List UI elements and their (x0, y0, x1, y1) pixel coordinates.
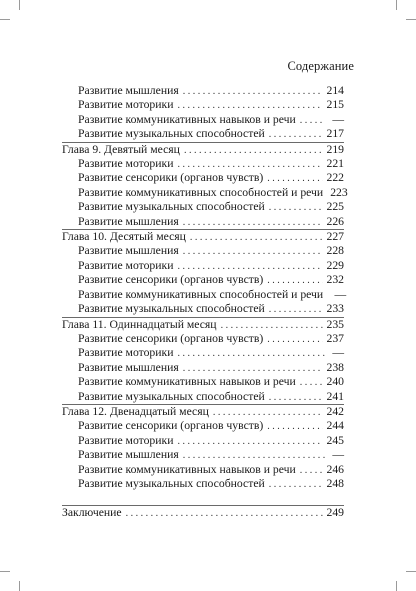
section-entry-title: Развитие сенсорики (органов чувств) (78, 419, 264, 433)
section-entry-page: 217 (326, 127, 344, 141)
section-entry-title: Развитие моторики (78, 157, 174, 171)
section-entry (62, 273, 344, 287)
toc-group (62, 317, 344, 404)
section-entry (62, 361, 344, 375)
section-entry-title: Развитие моторики (78, 258, 174, 272)
section-entry-title: Развитие музыкальных способностей (78, 389, 265, 403)
section-entry-title: Развитие моторики (78, 346, 174, 360)
dot-leader (190, 231, 324, 245)
section-entry-page: 237 (326, 331, 344, 345)
toc-group (62, 404, 344, 491)
section-entry-page: 245 (326, 433, 344, 447)
dot-leader (269, 478, 324, 492)
section-entry-page: 222 (326, 171, 344, 185)
section-entry (62, 84, 344, 98)
section-entry-title: Развитие мышления (78, 244, 179, 258)
section-entry (62, 244, 344, 258)
dot-leader (213, 406, 324, 420)
section-entry-page: 215 (326, 98, 344, 112)
section-entry (62, 302, 344, 316)
dot-leader (269, 303, 324, 317)
section-entry-page: — (332, 346, 344, 360)
section-entry-title: Развитие мышления (78, 84, 179, 97)
toc-group (62, 142, 348, 229)
section-entry (62, 434, 344, 448)
section-entry (62, 375, 344, 389)
chapter-entry (62, 230, 344, 244)
table-of-contents (62, 84, 348, 521)
crop-mark-bottom-left-v (19, 581, 20, 591)
dot-leader (267, 420, 323, 434)
dot-leader (300, 376, 324, 390)
section-entry-page: 225 (326, 200, 344, 214)
section-entry (62, 463, 344, 477)
section-entry-page: 240 (326, 375, 344, 389)
dot-leader (183, 85, 324, 99)
running-head: Содержание (287, 59, 354, 73)
section-entry-title: Развитие музыкальных способностей (78, 200, 265, 214)
toc-group (62, 229, 347, 316)
dot-leader (300, 464, 324, 478)
section-entry-title: Развитие сенсорики (органов чувств) (78, 331, 264, 345)
section-entry (62, 477, 344, 491)
section-entry (62, 332, 344, 346)
section-entry-title: Развитие сенсорики (органов чувств) (78, 171, 264, 185)
crop-mark-top-right-h (406, 19, 416, 20)
section-entry (62, 127, 344, 141)
section-entry-page: 226 (326, 214, 344, 228)
section-entry-page: 246 (326, 462, 344, 476)
toc-group (62, 84, 344, 142)
section-entry-title: Развитие музыкальных способностей (78, 476, 265, 490)
dot-leader (269, 201, 324, 215)
chapter-entry-title: Глава 11. Одиннадцатый месяц (62, 317, 217, 331)
section-entry-title: Развитие мышления (78, 448, 179, 462)
section-entry-title: Развитие мышления (78, 214, 179, 228)
dot-leader (267, 274, 323, 288)
dot-leader (177, 435, 323, 449)
dot-leader (183, 245, 324, 259)
section-entry-title: Развитие коммуникативных способностей и речи (78, 287, 324, 301)
spacer (62, 491, 344, 505)
dot-leader (267, 172, 323, 186)
section-entry-page: 238 (326, 360, 344, 374)
section-entry-page: 244 (326, 419, 344, 433)
section-entry-page: — (332, 112, 344, 126)
dot-leader (183, 449, 325, 463)
dot-leader (177, 260, 323, 274)
section-entry (62, 419, 344, 433)
section-entry (62, 185, 348, 200)
section-entry-title: Развитие коммуникативных навыков и речи (78, 462, 296, 476)
chapter-entry (62, 318, 344, 332)
section-entry-page: 223 (330, 185, 348, 199)
section-entry-title: Развитие сенсорики (органов чувств) (78, 273, 264, 287)
section-entry (62, 157, 344, 171)
section-entry-page: — (334, 287, 347, 301)
section-entry-title: Развитие музыкальных способностей (78, 302, 265, 316)
section-entry-title: Развитие коммуникативных навыков и речи (78, 375, 296, 389)
section-entry-title: Развитие коммуникативных способностей и речи (78, 185, 324, 199)
chapter-entry-page: 219 (326, 142, 344, 156)
chapter-entry-title: Глава 12. Двенадцатый месяц (62, 404, 209, 418)
dot-leader (269, 128, 324, 142)
toc-group-conclusion (62, 505, 344, 520)
dot-leader (183, 216, 324, 230)
section-entry-page: 248 (326, 476, 344, 490)
section-entry-page: — (332, 448, 344, 462)
section-entry (62, 215, 344, 229)
conclusion-entry (62, 506, 344, 520)
chapter-entry-page: 227 (326, 230, 344, 244)
dot-leader (300, 114, 325, 128)
chapter-entry-title: Глава 10. Десятый месяц (62, 230, 186, 244)
crop-mark-bottom-right-h (406, 571, 416, 572)
chapter-entry-page: 242 (326, 404, 344, 418)
crop-mark-top-left-v (19, 0, 20, 10)
section-entry-title: Развитие музыкальных способностей (78, 127, 265, 141)
section-entry (62, 259, 344, 273)
section-entry-page: 214 (326, 84, 344, 97)
section-entry (62, 98, 344, 112)
crop-mark-bottom-right-v (396, 581, 397, 591)
section-entry (62, 346, 344, 360)
crop-mark-top-left-h (0, 19, 10, 20)
section-entry (62, 390, 344, 404)
crop-mark-top-right-v (396, 0, 397, 10)
section-entry-title: Развитие коммуникативных навыков и речи (78, 112, 296, 126)
dot-leader (177, 158, 323, 172)
dot-leader (269, 391, 324, 405)
dot-leader (221, 319, 324, 333)
section-entry-page: 241 (326, 389, 344, 403)
section-entry-title: Развитие моторики (78, 98, 174, 112)
section-entry-title: Развитие моторики (78, 433, 174, 447)
chapter-entry (62, 143, 344, 157)
chapter-entry-page: 235 (326, 317, 344, 331)
dot-leader (177, 99, 323, 113)
conclusion-entry-title: Заключение (62, 506, 122, 520)
section-entry-page: 233 (326, 302, 344, 316)
section-entry-page: 221 (326, 157, 344, 171)
chapter-entry-title: Глава 9. Девятый месяц (62, 142, 180, 156)
section-entry (62, 448, 344, 462)
section-entry (62, 171, 344, 185)
section-entry-title: Развитие мышления (78, 360, 179, 374)
section-entry-page: 232 (326, 273, 344, 287)
section-entry-page: 229 (326, 258, 344, 272)
section-entry (62, 200, 344, 214)
conclusion-entry-page: 249 (326, 506, 344, 520)
section-entry-page: 228 (326, 244, 344, 258)
section-entry (62, 113, 344, 127)
section-entry (62, 287, 347, 302)
dot-leader (184, 144, 324, 158)
dot-leader (126, 507, 324, 521)
chapter-entry (62, 405, 344, 419)
dot-leader (267, 333, 323, 347)
dot-leader (183, 362, 324, 376)
dot-leader (177, 347, 325, 361)
crop-mark-bottom-left-h (0, 571, 10, 572)
